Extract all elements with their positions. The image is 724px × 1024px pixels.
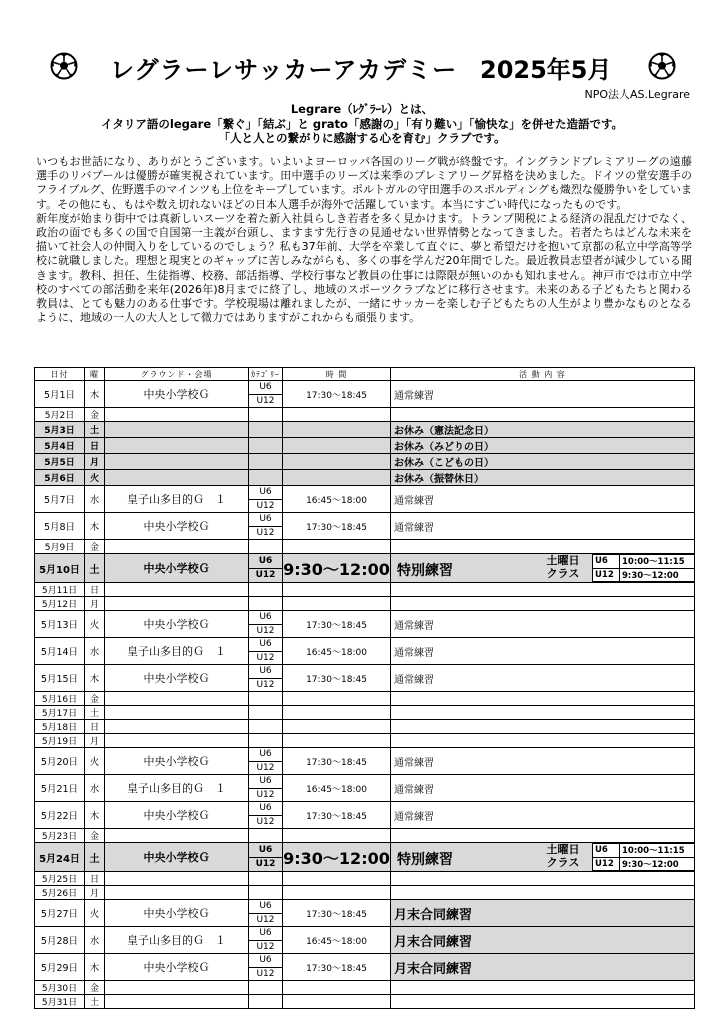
row-venue: 中央小学校Ｇ <box>105 554 249 583</box>
row-activity: 通常練習 <box>391 665 695 692</box>
row-weekday: 木 <box>85 665 105 692</box>
table-row <box>35 513 695 540</box>
row-weekday: 土 <box>85 706 105 720</box>
page-month: 2025年5月 <box>480 56 612 84</box>
row-time <box>283 408 391 422</box>
row-venue: 中央小学校Ｇ <box>105 843 249 872</box>
row-category <box>249 540 283 554</box>
table-row <box>35 540 695 554</box>
row-activity: 通常練習 <box>391 775 695 802</box>
row-category <box>249 692 283 706</box>
row-time <box>283 454 391 470</box>
row-weekday: 金 <box>85 981 105 995</box>
intro-line: 「人と人との繋がりに感謝する心を育む」クラブです。 <box>218 131 506 145</box>
saturday-class-label <box>540 554 586 582</box>
saturday-class-box <box>540 843 694 871</box>
category-label: U6 <box>249 486 282 500</box>
row-time <box>283 872 391 886</box>
row-activity: 月末合同練習 <box>391 927 695 954</box>
category-label: U12 <box>256 762 275 773</box>
row-date: 5月23日 <box>35 829 85 843</box>
row-time <box>283 720 391 734</box>
row-weekday: 水 <box>85 486 105 513</box>
title-row <box>40 48 704 88</box>
row-weekday: 水 <box>85 638 105 665</box>
row-venue: 中央小学校Ｇ <box>105 513 249 540</box>
row-category <box>249 927 283 954</box>
table-row <box>35 981 695 995</box>
row-category <box>249 995 283 1009</box>
soccer-ball-icon <box>50 52 78 80</box>
row-weekday: 土 <box>85 422 105 438</box>
row-weekday: 月 <box>85 454 105 470</box>
row-date: 5月4日 <box>35 438 85 454</box>
table-row <box>35 872 695 886</box>
row-category <box>249 454 283 470</box>
row-weekday: 火 <box>85 748 105 775</box>
row-venue: 中央小学校Ｇ <box>105 748 249 775</box>
row-date: 5月28日 <box>35 927 85 954</box>
greeting-text <box>36 155 692 325</box>
row-weekday: 水 <box>85 927 105 954</box>
row-time: 17:30～18:45 <box>283 381 391 408</box>
row-venue: 中央小学校Ｇ <box>105 954 249 981</box>
row-activity: お休み（こどもの日） <box>391 454 695 470</box>
table-row <box>35 954 695 981</box>
special-activity-block <box>394 554 694 582</box>
row-venue <box>105 706 249 720</box>
row-time: 16:45～18:00 <box>283 638 391 665</box>
category-label: U12 <box>256 500 275 511</box>
row-time <box>283 995 391 1009</box>
row-activity: お休み（憲法記念日） <box>391 422 695 438</box>
row-category <box>249 408 283 422</box>
row-venue <box>105 422 249 438</box>
header-venue: グラウンド・会場 <box>105 368 249 381</box>
saturday-class-time: 10:00～11:15 <box>620 555 695 569</box>
row-activity <box>391 540 695 554</box>
category-label: U6 <box>249 748 282 762</box>
row-activity: お休み（みどりの日） <box>391 438 695 454</box>
row-category <box>249 611 283 638</box>
row-category <box>249 734 283 748</box>
row-date: 5月22日 <box>35 802 85 829</box>
row-category <box>249 829 283 843</box>
row-time <box>283 470 391 486</box>
row-time <box>283 734 391 748</box>
row-weekday: 金 <box>85 540 105 554</box>
table-row <box>35 734 695 748</box>
saturday-class-label-line: 土曜日 <box>546 554 580 567</box>
table-row <box>35 802 695 829</box>
row-venue <box>105 886 249 900</box>
intro-line: Legrare（ﾚｸﾞﾗｰﾚ）とは、 <box>290 102 434 116</box>
special-activity-block <box>394 843 694 871</box>
row-activity: 通常練習 <box>391 638 695 665</box>
row-venue <box>105 454 249 470</box>
category-label: U12 <box>256 789 275 800</box>
row-activity: 通常練習 <box>391 513 695 540</box>
table-row <box>35 381 695 408</box>
row-time: 17:30～18:45 <box>283 611 391 638</box>
table-row <box>35 597 695 611</box>
row-weekday: 火 <box>85 611 105 638</box>
row-venue <box>105 597 249 611</box>
row-date: 5月29日 <box>35 954 85 981</box>
row-date: 5月12日 <box>35 597 85 611</box>
saturday-class-label-line: 土曜日 <box>546 843 580 856</box>
row-date: 5月2日 <box>35 408 85 422</box>
row-time: 16:45～18:00 <box>283 486 391 513</box>
row-time: 16:45～18:00 <box>283 927 391 954</box>
row-date: 5月26日 <box>35 886 85 900</box>
row-weekday: 日 <box>85 720 105 734</box>
row-category <box>249 981 283 995</box>
row-weekday: 金 <box>85 692 105 706</box>
row-time <box>283 692 391 706</box>
row-date: 5月3日 <box>35 422 85 438</box>
row-activity <box>391 583 695 597</box>
header-time: 時 間 <box>283 368 391 381</box>
row-category <box>249 748 283 775</box>
row-activity: 通常練習 <box>391 381 695 408</box>
soccer-ball-icon <box>648 52 676 80</box>
category-label: U12 <box>256 625 275 636</box>
table-row <box>35 583 695 597</box>
row-venue: 中央小学校Ｇ <box>105 381 249 408</box>
category-label: U12 <box>256 816 275 827</box>
row-date: 5月7日 <box>35 486 85 513</box>
row-weekday: 水 <box>85 775 105 802</box>
row-date: 5月1日 <box>35 381 85 408</box>
category-label: U6 <box>249 381 282 395</box>
row-activity: 通常練習 <box>391 486 695 513</box>
row-venue <box>105 734 249 748</box>
row-time: 17:30～18:45 <box>283 802 391 829</box>
category-label: U6 <box>249 513 282 527</box>
row-category <box>249 954 283 981</box>
row-category <box>249 513 283 540</box>
row-venue <box>105 872 249 886</box>
saturday-class-category: U6 <box>593 844 620 858</box>
row-time <box>283 981 391 995</box>
row-date: 5月20日 <box>35 748 85 775</box>
row-date: 5月27日 <box>35 900 85 927</box>
row-category <box>249 775 283 802</box>
category-label: U6 <box>249 844 282 858</box>
row-weekday: 土 <box>85 995 105 1009</box>
row-category <box>249 554 283 583</box>
row-activity <box>391 734 695 748</box>
club-intro <box>36 102 688 146</box>
saturday-class-row <box>593 844 695 858</box>
row-time <box>283 540 391 554</box>
row-weekday: 日 <box>85 583 105 597</box>
activity-label: 特別練習 <box>397 563 453 579</box>
row-activity: お休み（振替休日） <box>391 470 695 486</box>
saturday-class-label-line: クラス <box>546 567 580 580</box>
row-category <box>249 843 283 872</box>
row-date: 5月8日 <box>35 513 85 540</box>
table-row <box>35 554 695 583</box>
row-activity <box>391 408 695 422</box>
saturday-class-time: 10:00～11:15 <box>620 844 695 858</box>
row-venue: 中央小学校Ｇ <box>105 665 249 692</box>
schedule-body <box>35 381 695 1009</box>
saturday-class-row <box>593 555 695 569</box>
row-date: 5月16日 <box>35 692 85 706</box>
row-venue <box>105 408 249 422</box>
row-activity <box>391 872 695 886</box>
row-category <box>249 638 283 665</box>
organization-name: NPO法人AS.Legrare <box>584 88 690 101</box>
saturday-class-label-line: クラス <box>546 856 580 869</box>
row-weekday: 月 <box>85 734 105 748</box>
table-row <box>35 611 695 638</box>
table-row <box>35 706 695 720</box>
category-label: U6 <box>249 665 282 679</box>
row-venue <box>105 995 249 1009</box>
row-category <box>249 706 283 720</box>
row-time <box>283 706 391 720</box>
row-category <box>249 886 283 900</box>
row-weekday: 金 <box>85 829 105 843</box>
category-label: U6 <box>249 900 282 914</box>
row-activity <box>391 692 695 706</box>
category-label: U12 <box>256 968 275 979</box>
row-category <box>249 720 283 734</box>
table-row <box>35 927 695 954</box>
category-label: U6 <box>249 555 282 569</box>
row-date: 5月31日 <box>35 995 85 1009</box>
category-label: U12 <box>256 527 275 538</box>
table-row <box>35 692 695 706</box>
row-weekday: 火 <box>85 470 105 486</box>
intro-line: イタリア語のlegare「繋ぐ」「結ぶ」と grato「感謝の」「有り難い」「愉快な」を併せた造語です。 <box>100 116 624 131</box>
saturday-class-grid <box>592 843 695 871</box>
row-activity <box>391 981 695 995</box>
row-weekday: 木 <box>85 513 105 540</box>
table-row <box>35 829 695 843</box>
activity-label: 特別練習 <box>397 852 453 868</box>
row-date: 5月5日 <box>35 454 85 470</box>
row-venue: 中央小学校Ｇ <box>105 611 249 638</box>
row-category <box>249 597 283 611</box>
row-venue <box>105 720 249 734</box>
table-row <box>35 454 695 470</box>
row-venue: 皇子山多目的Ｇ １ <box>105 486 249 513</box>
row-activity <box>391 597 695 611</box>
row-weekday: 火 <box>85 900 105 927</box>
category-label: U6 <box>249 802 282 816</box>
category-label: U12 <box>256 914 275 925</box>
row-weekday: 日 <box>85 872 105 886</box>
row-activity: 月末合同練習 <box>391 954 695 981</box>
row-activity <box>391 706 695 720</box>
row-time <box>283 438 391 454</box>
table-row <box>35 843 695 872</box>
row-activity: 通常練習 <box>391 802 695 829</box>
row-weekday: 土 <box>85 554 105 583</box>
table-row <box>35 638 695 665</box>
row-activity: 月末合同練習 <box>391 900 695 927</box>
row-date: 5月6日 <box>35 470 85 486</box>
header-date: 日付 <box>35 368 85 381</box>
row-date: 5月17日 <box>35 706 85 720</box>
row-date: 5月13日 <box>35 611 85 638</box>
row-activity <box>391 720 695 734</box>
row-time: 17:30～18:45 <box>283 954 391 981</box>
row-venue <box>105 829 249 843</box>
row-venue <box>105 981 249 995</box>
row-time <box>283 886 391 900</box>
saturday-class-category: U6 <box>593 555 620 569</box>
row-time <box>283 422 391 438</box>
table-row <box>35 438 695 454</box>
table-row <box>35 775 695 802</box>
row-time <box>283 583 391 597</box>
saturday-class-label <box>540 843 586 871</box>
row-weekday: 木 <box>85 802 105 829</box>
row-time: 17:30～18:45 <box>283 665 391 692</box>
category-label: U12 <box>256 941 275 952</box>
row-date: 5月18日 <box>35 720 85 734</box>
row-venue: 皇子山多目的Ｇ １ <box>105 638 249 665</box>
row-activity: 通常練習 <box>391 611 695 638</box>
saturday-class-time: 9:30～12:00 <box>620 857 695 871</box>
row-weekday: 木 <box>85 381 105 408</box>
row-time: 17:30～18:45 <box>283 748 391 775</box>
category-label: U6 <box>249 611 282 625</box>
row-weekday: 金 <box>85 408 105 422</box>
row-date: 5月19日 <box>35 734 85 748</box>
row-date: 5月30日 <box>35 981 85 995</box>
saturday-class-row <box>593 857 695 871</box>
row-category <box>249 665 283 692</box>
saturday-class-time: 9:30～12:00 <box>620 568 695 582</box>
row-time: 17:30～18:45 <box>283 513 391 540</box>
row-venue <box>105 438 249 454</box>
header-activity: 活 動 内 容 <box>391 368 695 381</box>
table-row <box>35 470 695 486</box>
row-time: 9:30～12:00 <box>283 554 391 583</box>
row-date: 5月10日 <box>35 554 85 583</box>
row-date: 5月14日 <box>35 638 85 665</box>
row-activity: 通常練習 <box>391 748 695 775</box>
row-weekday: 木 <box>85 954 105 981</box>
row-date: 5月9日 <box>35 540 85 554</box>
table-row <box>35 720 695 734</box>
table-row <box>35 886 695 900</box>
row-date: 5月21日 <box>35 775 85 802</box>
row-activity <box>391 995 695 1009</box>
row-date: 5月25日 <box>35 872 85 886</box>
row-venue <box>105 583 249 597</box>
saturday-class-grid <box>592 554 695 582</box>
row-time <box>283 829 391 843</box>
row-activity <box>391 554 695 583</box>
row-category <box>249 872 283 886</box>
table-row <box>35 665 695 692</box>
row-category <box>249 438 283 454</box>
table-row <box>35 748 695 775</box>
greeting-paragraph: 新年度が始まり街中では真新しいスーツを着た新入社員らしき若者を多く見かけます。トランプ関税による経済の混乱だけでなく、政治の面でも多くの国で自国第一主義が台頭し、ますます先行きの見通せない世界情勢となってきました。若者たちはどんな未来を描いて社会人の仲間入りをしているのでしょう？私も37年前、大学を卒業して直ぐに、夢と希望だけを抱いて京都の私立中学高等学校に就職しました。理想と現実とのギャップに苦しみながらも、多くの事を学んだ20年間でした。最近教員志望者が減少している聞きます。教科、担任、生徒指導、校務、部活指導、学校行事など教員の仕事には際限が無いのかも知れません。神戸市では市立中学校のすべての部活動を来年(2026年)8月までに終了し、地域のスポーツクラブなどに移行させます。未来のある子どもたちと関わる教員は、とても魅力のある仕事です。学校現場は離れましたが、一緒にサッカーを楽しむ子どもたちの人生がより豊かなものとなるように、地域の一人の大人として微力ではありますがこれからも頑張ります。 <box>36 211 692 325</box>
category-label: U12 <box>255 858 276 869</box>
row-activity <box>391 829 695 843</box>
row-time: 16:45～18:00 <box>283 775 391 802</box>
row-venue: 皇子山多目的Ｇ １ <box>105 927 249 954</box>
table-row <box>35 422 695 438</box>
row-category <box>249 900 283 927</box>
greeting-paragraph: いつもお世話になり、ありがとうございます。いよいよヨーロッパ各国のリーグ戦が終盤です。イングランドプレミアリーグの遠藤選手のリバプールは優勝が確実視されています。田中選手のリーズは来季のプレミアリーグ昇格を決めました。ドイツの堂安選手のフライブルグ、佐野選手のマインツも上位をキープしています。ポルトガルの守田選手のスポルディングも熾烈な優勝争いをしています。その他にも、もはや数え切れないほどの日本人選手が海外で活躍しています。本当にすごい時代になったものです。 <box>36 155 692 211</box>
category-label: U12 <box>256 652 275 663</box>
category-label: U12 <box>255 569 276 580</box>
row-date: 5月15日 <box>35 665 85 692</box>
table-header-row <box>35 368 695 381</box>
row-time: 17:30～18:45 <box>283 900 391 927</box>
category-label: U6 <box>249 638 282 652</box>
row-venue: 中央小学校Ｇ <box>105 802 249 829</box>
row-weekday: 土 <box>85 843 105 872</box>
row-time <box>283 597 391 611</box>
table-row <box>35 995 695 1009</box>
saturday-class-box <box>540 554 694 582</box>
header-dow: 曜 <box>85 368 105 381</box>
row-category <box>249 802 283 829</box>
row-category <box>249 470 283 486</box>
row-activity <box>391 843 695 872</box>
category-label: U12 <box>256 395 275 406</box>
row-activity <box>391 886 695 900</box>
row-weekday: 月 <box>85 597 105 611</box>
page-title: レグラーレサッカーアカデミー <box>110 56 458 84</box>
category-label: U12 <box>256 679 275 690</box>
row-venue <box>105 470 249 486</box>
row-category <box>249 381 283 408</box>
row-category <box>249 583 283 597</box>
row-category <box>249 486 283 513</box>
row-weekday: 日 <box>85 438 105 454</box>
header-category: ｶﾃｺﾞﾘｰ <box>249 368 283 381</box>
table-row <box>35 900 695 927</box>
category-label: U6 <box>249 927 282 941</box>
table-row <box>35 408 695 422</box>
row-venue: 皇子山多目的Ｇ １ <box>105 775 249 802</box>
schedule-table <box>34 367 695 1009</box>
saturday-class-category: U12 <box>593 568 620 582</box>
row-date: 5月24日 <box>35 843 85 872</box>
saturday-class-row <box>593 568 695 582</box>
row-time: 9:30～12:00 <box>283 843 391 872</box>
category-label: U6 <box>249 775 282 789</box>
row-venue: 中央小学校Ｇ <box>105 900 249 927</box>
row-venue <box>105 692 249 706</box>
row-venue <box>105 540 249 554</box>
saturday-class-category: U12 <box>593 857 620 871</box>
row-date: 5月11日 <box>35 583 85 597</box>
category-label: U6 <box>249 954 282 968</box>
row-weekday: 月 <box>85 886 105 900</box>
row-category <box>249 422 283 438</box>
table-row <box>35 486 695 513</box>
